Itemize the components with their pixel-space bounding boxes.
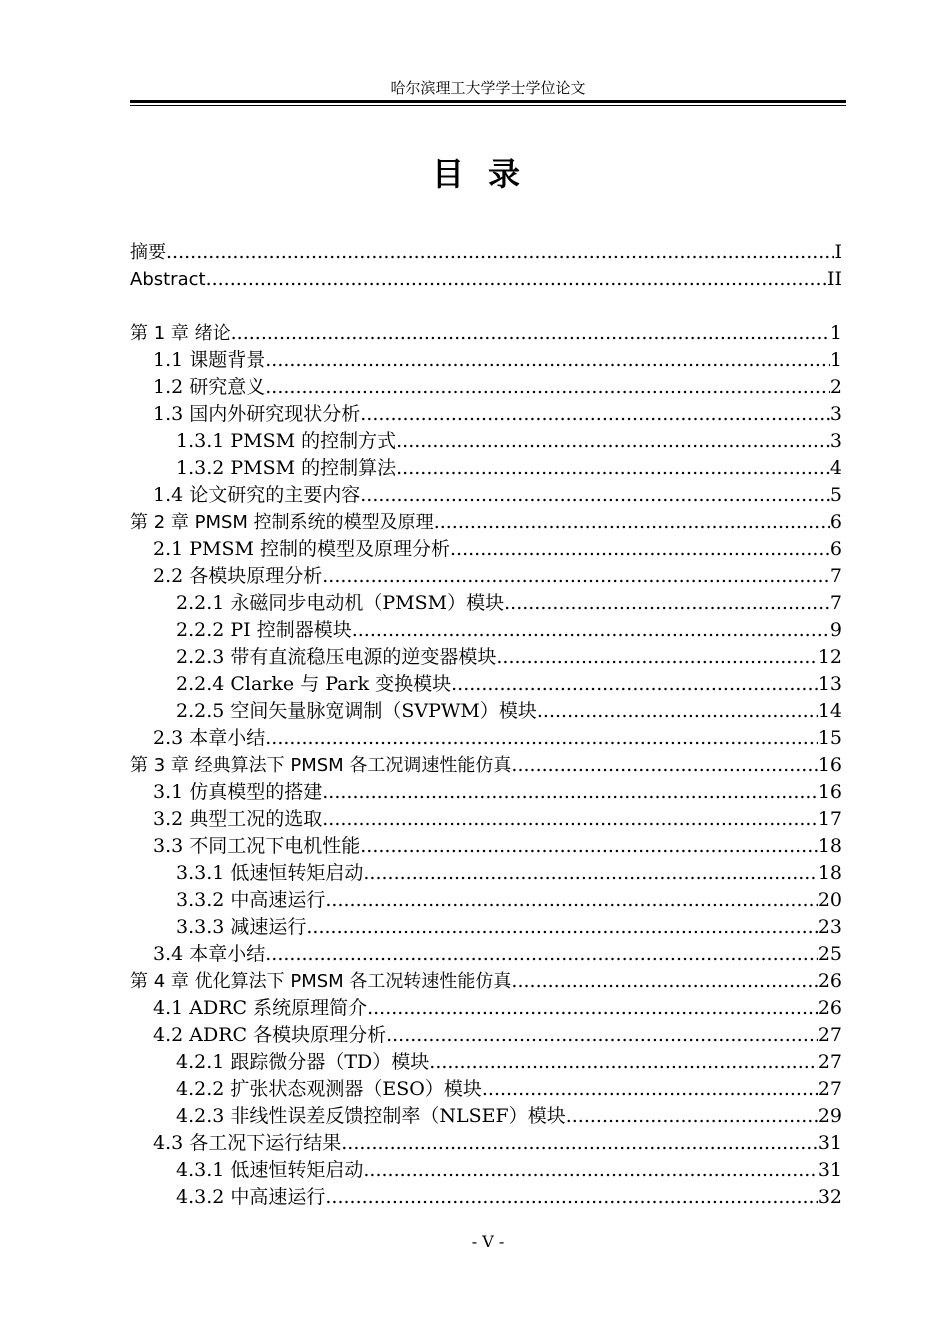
toc-dot-leader: [325, 887, 817, 914]
toc-entry-page: 27: [817, 1024, 842, 1046]
toc-entry-label: 3.3.1 低速恒转矩启动: [176, 862, 364, 884]
toc-entry-page: 2: [829, 376, 842, 398]
toc-dot-leader: [231, 320, 830, 347]
toc-entry-page: 1: [829, 349, 842, 371]
toc-dot-leader: [352, 617, 830, 644]
toc-dot-leader: [306, 914, 817, 941]
toc-entry[interactable]: [130, 860, 842, 887]
toc-entry-page: 26: [817, 997, 842, 1019]
table-of-contents: [130, 239, 842, 1211]
toc-entry[interactable]: [130, 833, 842, 860]
toc-entry-label: 4.2.1 跟踪微分器（TD）模块: [176, 1051, 430, 1073]
toc-dot-leader: [367, 995, 818, 1022]
toc-entry[interactable]: [130, 239, 842, 266]
toc-entry-page: 20: [817, 889, 842, 911]
toc-entry-label: 3.2 典型工况的选取: [153, 808, 323, 830]
toc-entry[interactable]: [130, 320, 842, 347]
toc-entry-label: 2.2 各模块原理分析: [153, 565, 323, 587]
toc-entry-page: 16: [817, 754, 842, 776]
toc-entry-label: 2.3 本章小结: [153, 727, 266, 749]
toc-entry-label: 2.2.1 永磁同步电动机（PMSM）模块: [176, 592, 505, 614]
toc-entry-label: 2.1 PMSM 控制的模型及原理分析: [153, 538, 451, 560]
toc-entry[interactable]: [130, 779, 842, 806]
header-rule-thin: [130, 105, 846, 106]
toc-entry[interactable]: [130, 590, 842, 617]
toc-entry[interactable]: [130, 347, 842, 374]
toc-entry-label: 4.3.2 中高速运行: [176, 1186, 326, 1208]
toc-dot-leader: [360, 482, 830, 509]
toc-dot-leader: [451, 671, 818, 698]
toc-dot-leader: [166, 239, 834, 266]
toc-entry[interactable]: [130, 1157, 842, 1184]
toc-entry[interactable]: [130, 725, 842, 752]
toc-entry[interactable]: [130, 752, 842, 779]
toc-entry[interactable]: [130, 914, 842, 941]
toc-entry[interactable]: [130, 1130, 842, 1157]
toc-entry[interactable]: [130, 1022, 842, 1049]
toc-entry-page: 1: [829, 322, 842, 344]
toc-entry-page: 31: [817, 1132, 842, 1154]
toc-entry[interactable]: [130, 887, 842, 914]
toc-entry-label: Abstract: [130, 269, 206, 290]
toc-entry[interactable]: [130, 1184, 842, 1211]
toc-entry-page: 29: [817, 1105, 842, 1127]
toc-entry[interactable]: [130, 617, 842, 644]
toc-entry[interactable]: [130, 455, 842, 482]
toc-entry-page: 7: [829, 592, 842, 614]
toc-dot-leader: [325, 1184, 817, 1211]
toc-entry-page: 9: [829, 619, 842, 641]
toc-entry[interactable]: [130, 968, 842, 995]
toc-entry-page: 14: [817, 700, 842, 722]
toc-entry-label: 2.2.4 Clarke 与 Park 变换模块: [176, 673, 452, 695]
toc-entry-label: 3.1 仿真模型的搭建: [153, 781, 323, 803]
toc-entry-page: 6: [829, 511, 842, 533]
toc-entry-label: 3.3 不同工况下电机性能: [153, 835, 361, 857]
toc-dot-leader: [511, 752, 817, 779]
toc-dot-leader: [363, 1157, 817, 1184]
toc-entry[interactable]: [130, 1049, 842, 1076]
toc-dot-leader: [482, 1076, 818, 1103]
toc-entry[interactable]: [130, 671, 842, 698]
toc-dot-leader: [322, 779, 818, 806]
toc-entry[interactable]: [130, 941, 842, 968]
toc-dot-leader: [537, 698, 818, 725]
toc-entry-label: 3.3.3 减速运行: [176, 916, 307, 938]
toc-entry-page: 5: [829, 484, 842, 506]
toc-dot-leader: [206, 266, 827, 293]
toc-dot-leader: [450, 536, 830, 563]
toc-entry-label: 4.3 各工况下运行结果: [153, 1132, 342, 1154]
toc-entry-label: 摘要: [130, 242, 166, 263]
toc-entry[interactable]: [130, 698, 842, 725]
toc-dot-leader: [341, 1130, 818, 1157]
toc-entry-page: 23: [817, 916, 842, 938]
header-rule-thick: [130, 100, 846, 103]
toc-entry-label: 2.2.2 PI 控制器模块: [176, 619, 352, 641]
toc-entry-label: 1.4 论文研究的主要内容: [153, 484, 361, 506]
toc-dot-leader: [265, 374, 830, 401]
toc-entry[interactable]: [130, 806, 842, 833]
toc-entry-label: 4.3.1 低速恒转矩启动: [176, 1159, 364, 1181]
toc-entry-label: 第 1 章 绪论: [130, 323, 231, 344]
toc-dot-leader: [396, 428, 830, 455]
toc-entry-page: 26: [817, 970, 842, 992]
toc-entry[interactable]: [130, 1076, 842, 1103]
toc-dot-leader: [386, 1022, 818, 1049]
toc-dot-leader: [496, 644, 817, 671]
toc-dot-leader: [363, 860, 817, 887]
toc-entry-page: 27: [817, 1051, 842, 1073]
toc-dot-leader: [265, 347, 830, 374]
toc-entry-page: 13: [817, 673, 842, 695]
toc-entry[interactable]: [130, 563, 842, 590]
toc-entry-page: 3: [829, 430, 842, 452]
toc-entry[interactable]: [130, 266, 842, 293]
toc-entry-page: 18: [817, 862, 842, 884]
toc-dot-leader: [322, 806, 818, 833]
toc-entry-page: 16: [817, 781, 842, 803]
toc-entry-page: I: [834, 241, 842, 263]
toc-entry-page: 27: [817, 1078, 842, 1100]
toc-entry-page: 25: [817, 943, 842, 965]
toc-dot-leader: [566, 1103, 818, 1130]
toc-entry-label: 1.3.1 PMSM 的控制方式: [176, 430, 397, 452]
toc-dot-leader: [434, 509, 830, 536]
toc-entry[interactable]: [130, 509, 842, 536]
toc-entry-label: 4.2.3 非线性误差反馈控制率（NLSEF）模块: [176, 1105, 566, 1127]
toc-entry-label: 1.3 国内外研究现状分析: [153, 403, 361, 425]
toc-entry[interactable]: [130, 1103, 842, 1130]
toc-entry-label: 2.2.5 空间矢量脉宽调制（SVPWM）模块: [176, 700, 537, 722]
toc-entry[interactable]: [130, 995, 842, 1022]
toc-entry-label: 4.1 ADRC 系统原理简介: [153, 997, 368, 1019]
toc-entry-label: 3.4 本章小结: [153, 943, 266, 965]
toc-entry-page: 6: [829, 538, 842, 560]
toc-dot-leader: [429, 1049, 818, 1076]
toc-entry-page: 18: [817, 835, 842, 857]
toc-entry[interactable]: [130, 428, 842, 455]
toc-dot-leader: [504, 590, 830, 617]
toc-entry-label: 1.3.2 PMSM 的控制算法: [176, 457, 397, 479]
toc-entry-label: 第 4 章 优化算法下 PMSM 各工况转速性能仿真: [130, 971, 512, 992]
toc-entry-label: 1.1 课题背景: [153, 349, 266, 371]
toc-entry-page: 15: [817, 727, 842, 749]
toc-entry-page: 3: [829, 403, 842, 425]
toc-dot-leader: [322, 563, 830, 590]
toc-entry[interactable]: [130, 374, 842, 401]
page-number: - V -: [471, 1232, 505, 1251]
toc-entry-label: 4.2 ADRC 各模块原理分析: [153, 1024, 387, 1046]
toc-entry-page: 17: [817, 808, 842, 830]
toc-dot-leader: [396, 455, 830, 482]
toc-dot-leader: [360, 833, 818, 860]
toc-entry-page: 31: [817, 1159, 842, 1181]
toc-entry[interactable]: [130, 536, 842, 563]
toc-entry-label: 3.3.2 中高速运行: [176, 889, 326, 911]
toc-entry-page: 7: [829, 565, 842, 587]
toc-entry-label: 1.2 研究意义: [153, 376, 266, 398]
toc-entry-page: 4: [829, 457, 842, 479]
toc-dot-leader: [360, 401, 830, 428]
toc-entry-label: 第 2 章 PMSM 控制系统的模型及原理: [130, 512, 434, 533]
toc-entry[interactable]: [130, 482, 842, 509]
toc-dot-leader: [511, 968, 817, 995]
toc-entry[interactable]: [130, 644, 842, 671]
running-header: 哈尔滨理工大学学士学位论文: [390, 79, 586, 97]
page-title: 目录: [431, 155, 544, 193]
toc-entry-page: 12: [817, 646, 842, 668]
toc-entry-page: 32: [817, 1186, 842, 1208]
toc-entry-label: 2.2.3 带有直流稳压电源的逆变器模块: [176, 646, 497, 668]
toc-dot-leader: [265, 725, 818, 752]
toc-entry-page: II: [826, 268, 842, 290]
toc-entry[interactable]: [130, 401, 842, 428]
toc-entry-label: 第 3 章 经典算法下 PMSM 各工况调速性能仿真: [130, 755, 512, 776]
toc-entry-label: 4.2.2 扩张状态观测器（ESO）模块: [176, 1078, 482, 1100]
toc-dot-leader: [265, 941, 818, 968]
